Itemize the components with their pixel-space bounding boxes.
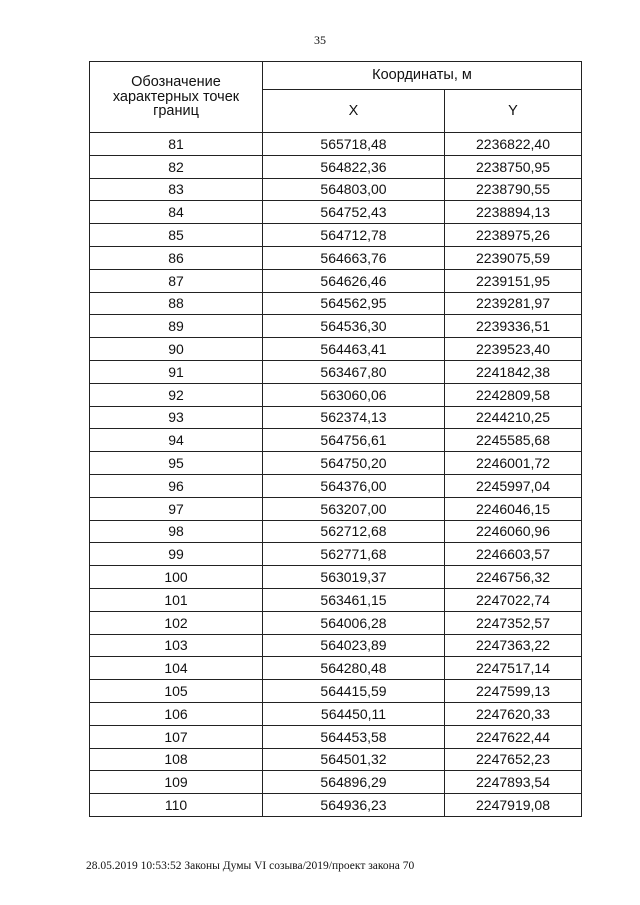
cell-x: 564712,78 [263, 224, 445, 247]
cell-y: 2247363,22 [445, 634, 582, 657]
cell-point: 108 [90, 748, 263, 771]
table-body [90, 133, 582, 817]
cell-point: 82 [90, 155, 263, 178]
page-number: 35 [314, 33, 326, 47]
table-row [90, 224, 582, 247]
cell-y: 2247622,44 [445, 725, 582, 748]
cell-y: 2239151,95 [445, 269, 582, 292]
cell-point: 81 [90, 133, 263, 156]
table-row [90, 566, 582, 589]
cell-y: 2238750,95 [445, 155, 582, 178]
cell-y: 2236822,40 [445, 133, 582, 156]
cell-y: 2238894,13 [445, 201, 582, 224]
cell-x: 564536,30 [263, 315, 445, 338]
table-row [90, 771, 582, 794]
cell-x: 563207,00 [263, 497, 445, 520]
coordinates-table [89, 61, 582, 817]
cell-x: 563019,37 [263, 566, 445, 589]
cell-x: 564463,41 [263, 338, 445, 361]
cell-point: 86 [90, 246, 263, 269]
table-row [90, 588, 582, 611]
cell-x: 563461,15 [263, 588, 445, 611]
cell-point: 89 [90, 315, 263, 338]
cell-x: 564936,23 [263, 794, 445, 817]
cell-x: 564280,48 [263, 657, 445, 680]
table-row [90, 794, 582, 817]
table-row [90, 178, 582, 201]
table-row [90, 702, 582, 725]
table-row [90, 497, 582, 520]
cell-point: 83 [90, 178, 263, 201]
cell-x: 564626,46 [263, 269, 445, 292]
cell-x: 562771,68 [263, 543, 445, 566]
cell-x: 564750,20 [263, 452, 445, 475]
cell-x: 564501,32 [263, 748, 445, 771]
table-header [90, 62, 582, 133]
cell-y: 2246046,15 [445, 497, 582, 520]
table-row [90, 725, 582, 748]
cell-x: 564822,36 [263, 155, 445, 178]
cell-point: 106 [90, 702, 263, 725]
cell-y: 2247620,33 [445, 702, 582, 725]
header-point-designation: Обозначение характерных точек границ [90, 62, 263, 133]
cell-y: 2238975,26 [445, 224, 582, 247]
cell-y: 2238790,55 [445, 178, 582, 201]
cell-y: 2244210,25 [445, 406, 582, 429]
cell-point: 90 [90, 338, 263, 361]
cell-y: 2246001,72 [445, 452, 582, 475]
cell-point: 99 [90, 543, 263, 566]
cell-point: 84 [90, 201, 263, 224]
cell-y: 2246603,57 [445, 543, 582, 566]
cell-y: 2239523,40 [445, 338, 582, 361]
cell-y: 2247919,08 [445, 794, 582, 817]
cell-y: 2247022,74 [445, 588, 582, 611]
cell-point: 102 [90, 611, 263, 634]
cell-y: 2246756,32 [445, 566, 582, 589]
table-row [90, 657, 582, 680]
cell-point: 94 [90, 429, 263, 452]
cell-point: 98 [90, 520, 263, 543]
cell-x: 563467,80 [263, 360, 445, 383]
cell-point: 88 [90, 292, 263, 315]
table-row [90, 383, 582, 406]
cell-x: 564562,95 [263, 292, 445, 315]
table-row [90, 680, 582, 703]
header-coordinates: Координаты, м [263, 62, 582, 90]
table-row [90, 429, 582, 452]
cell-point: 96 [90, 474, 263, 497]
cell-point: 93 [90, 406, 263, 429]
cell-x: 564756,61 [263, 429, 445, 452]
table-row [90, 748, 582, 771]
cell-point: 97 [90, 497, 263, 520]
cell-point: 104 [90, 657, 263, 680]
cell-x: 564803,00 [263, 178, 445, 201]
cell-x: 564376,00 [263, 474, 445, 497]
cell-point: 100 [90, 566, 263, 589]
cell-x: 563060,06 [263, 383, 445, 406]
table-row [90, 634, 582, 657]
header-y: Y [445, 90, 582, 133]
cell-point: 85 [90, 224, 263, 247]
cell-point: 107 [90, 725, 263, 748]
cell-point: 87 [90, 269, 263, 292]
cell-x: 564023,89 [263, 634, 445, 657]
cell-point: 91 [90, 360, 263, 383]
cell-x: 564896,29 [263, 771, 445, 794]
cell-point: 95 [90, 452, 263, 475]
cell-x: 562712,68 [263, 520, 445, 543]
cell-y: 2239281,97 [445, 292, 582, 315]
cell-point: 105 [90, 680, 263, 703]
cell-y: 2245585,68 [445, 429, 582, 452]
cell-y: 2239075,59 [445, 246, 582, 269]
table-row [90, 292, 582, 315]
cell-y: 2247517,14 [445, 657, 582, 680]
cell-y: 2242809,58 [445, 383, 582, 406]
header-x: X [263, 90, 445, 133]
table-row [90, 543, 582, 566]
cell-x: 562374,13 [263, 406, 445, 429]
table-row [90, 360, 582, 383]
table-row [90, 611, 582, 634]
cell-x: 564415,59 [263, 680, 445, 703]
cell-y: 2247652,23 [445, 748, 582, 771]
cell-y: 2247599,13 [445, 680, 582, 703]
cell-y: 2246060,96 [445, 520, 582, 543]
cell-y: 2239336,51 [445, 315, 582, 338]
table-row [90, 406, 582, 429]
cell-x: 564453,58 [263, 725, 445, 748]
table-row [90, 452, 582, 475]
cell-point: 92 [90, 383, 263, 406]
cell-y: 2241842,38 [445, 360, 582, 383]
cell-point: 110 [90, 794, 263, 817]
cell-x: 564006,28 [263, 611, 445, 634]
table-row [90, 246, 582, 269]
table-row [90, 315, 582, 338]
cell-x: 564752,43 [263, 201, 445, 224]
table-row [90, 133, 582, 156]
table-row [90, 201, 582, 224]
table-row [90, 520, 582, 543]
cell-x: 565718,48 [263, 133, 445, 156]
cell-x: 564663,76 [263, 246, 445, 269]
table-row [90, 474, 582, 497]
cell-y: 2247352,57 [445, 611, 582, 634]
cell-point: 109 [90, 771, 263, 794]
cell-y: 2247893,54 [445, 771, 582, 794]
cell-point: 103 [90, 634, 263, 657]
footer-stamp: 28.05.2019 10:53:52 Законы Думы VI созыва/2019/проект закона 70 [86, 860, 415, 872]
cell-x: 564450,11 [263, 702, 445, 725]
table-row [90, 338, 582, 361]
table-row [90, 155, 582, 178]
cell-point: 101 [90, 588, 263, 611]
table-row [90, 269, 582, 292]
cell-y: 2245997,04 [445, 474, 582, 497]
